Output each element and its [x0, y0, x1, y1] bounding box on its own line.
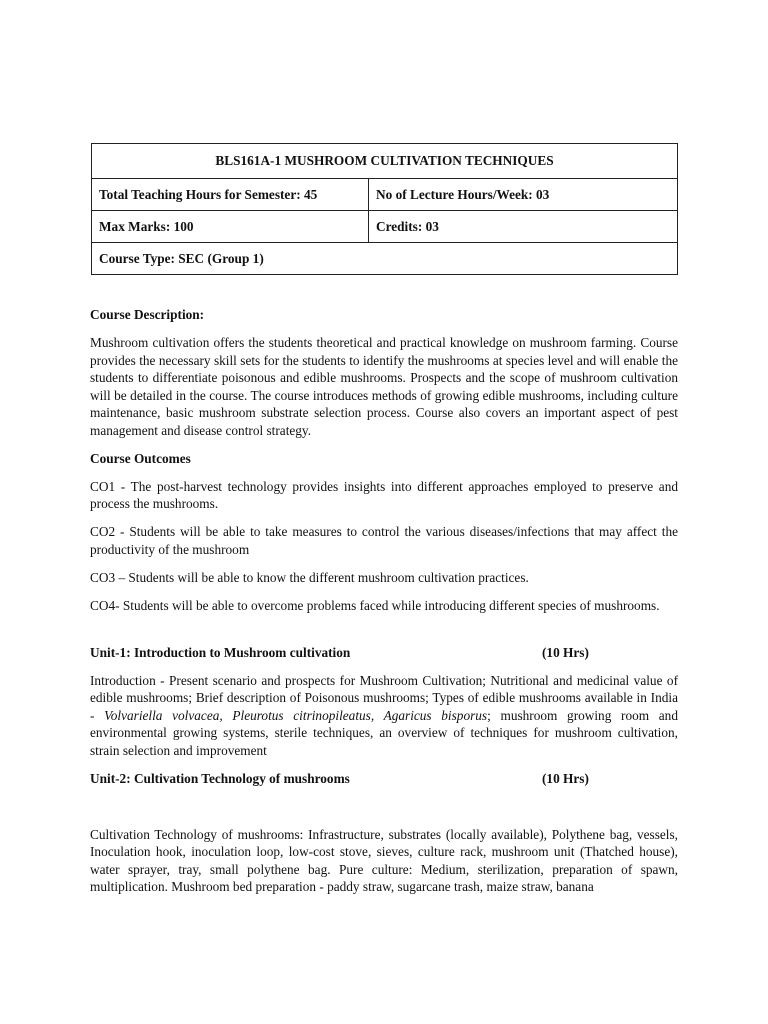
unit-2-hours: (10 Hrs) [542, 770, 589, 786]
credits: Credits: 03 [369, 211, 678, 243]
spacer [90, 798, 678, 826]
course-type: Course Type: SEC (Group 1) [92, 243, 678, 275]
unit-1-text-before: Introduction - Present scenario and prospects for Mushroom Cultivation; Nutritional and medicinal value of edible mushrooms; Brief description of Poisonous mushrooms; Types of edible mushrooms available in India - [90, 672, 678, 723]
course-type-row [92, 243, 678, 275]
outcome-co4: CO4- Students will be able to overcome problems faced while introducing different species of mushrooms. [90, 597, 660, 613]
course-info-table [91, 143, 678, 275]
document-body [90, 306, 678, 906]
hours-row [92, 179, 678, 211]
outcome-co1: CO1 - The post-harvest technology provides insights into different approaches employed to preserve and process the mushrooms. [90, 478, 678, 511]
description-heading: Course Description: [90, 307, 205, 322]
course-title-row [92, 144, 678, 179]
unit-1-species: Volvariella volvacea, Pleurotus citrinopileatus, Agaricus bisporus [104, 707, 488, 723]
max-marks: Max Marks: 100 [92, 211, 369, 243]
outcome-co2: CO2 - Students will be able to take measures to control the various diseases/infections that may affect the productivity of the mushroom [90, 524, 678, 557]
unit-1-title: Unit-1: Introduction to Mushroom cultivation [90, 644, 351, 660]
teaching-hours: Total Teaching Hours for Semester: 45 [92, 179, 369, 211]
description-text: Mushroom cultivation offers the students theoretical and practical knowledge on mushroom farming. Course provides the necessary skill sets for the students to identify the mushrooms at species level and will enable the students to differentiate poisonous and edible mushrooms. Prospects and the scope of mushroom cultivation will be detailed in the course. The course introduces methods of growing edible mushrooms, including culture maintenance, basic mushroom substrate selection process. Course also covers an important aspect of pest management and disease control strategy. [90, 335, 678, 438]
marks-row [92, 211, 678, 243]
outcomes-heading: Course Outcomes [90, 450, 191, 466]
unit-1-hours: (10 Hrs) [542, 644, 589, 660]
course-title: BLS161A-1 MUSHROOM CULTIVATION TECHNIQUES [92, 144, 678, 179]
unit-1-heading [90, 644, 678, 662]
spacer [90, 625, 678, 644]
unit-1-text [90, 672, 678, 760]
outcome-co3: CO3 – Students will be able to know the different mushroom cultivation practices. [90, 569, 529, 585]
unit-2-heading [90, 770, 678, 788]
lecture-hours: No of Lecture Hours/Week: 03 [369, 179, 678, 211]
unit-2-text: Cultivation Technology of mushrooms: Infrastructure, substrates (locally available), Polythene bag, vessels, Inoculation hook, inoculation loop, low-cost stove, sieves, culture rack, mushroom unit (Thatched house), water sprayer, tray, small polythene bag. Pure culture: Medium, sterilization, preparation of spawn, multiplication. Mushroom bed preparation - paddy straw, sugarcane trash, maize straw, banana [90, 826, 678, 894]
unit-2-title: Unit-2: Cultivation Technology of mushrooms [90, 770, 350, 786]
unit-1-text-after: ; mushroom growing room and environmental growing systems, sterile techniques, an overview of techniques for mushroom cultivation, strain selection and improvement [90, 707, 678, 758]
